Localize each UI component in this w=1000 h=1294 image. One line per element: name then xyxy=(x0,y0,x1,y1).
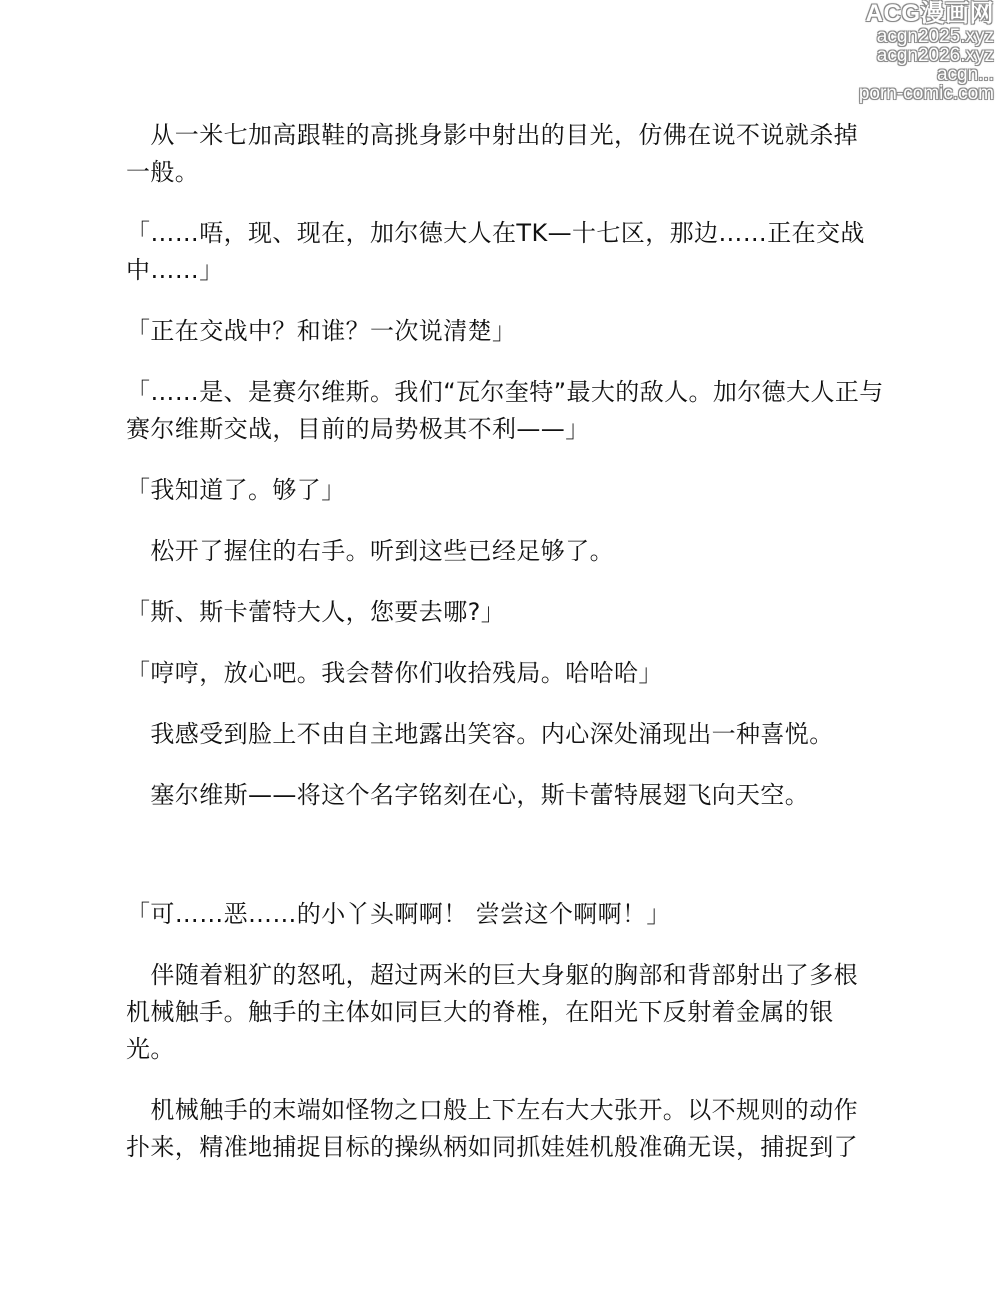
paragraph-smile xyxy=(126,716,886,753)
text-line: 一般。 xyxy=(126,158,200,186)
paragraph-release xyxy=(126,533,886,570)
site-watermark xyxy=(859,2,994,103)
paragraph-enough xyxy=(126,472,886,509)
novel-text xyxy=(126,117,886,1166)
paragraph-tentacles xyxy=(126,957,886,1068)
text-line: 中……」 xyxy=(126,256,224,284)
text-line: 「正在交战中？和谁？一次说清楚」 xyxy=(126,317,517,345)
paragraph-enemy xyxy=(126,374,886,448)
paragraph-laugh xyxy=(126,655,886,692)
watermark-domain-2: acgn2026.xyz xyxy=(876,45,994,66)
text-line: 「可……恶……的小丫头啊啊！ 尝尝这个啊啊！」 xyxy=(126,900,671,928)
paragraph-question xyxy=(126,313,886,350)
text-line: 机械触手的末端如怪物之口般上下左右大大张开。以不规则的动作 xyxy=(126,1096,858,1124)
text-line: 伴随着粗犷的怒吼，超过两米的巨大身躯的胸部和背部射出了多根 xyxy=(126,961,858,989)
text-line: 扑来，精准地捕捉目标的操纵柄如同抓娃娃机般准确无误，捕捉到了 xyxy=(126,1133,858,1161)
paragraph-capture xyxy=(126,1092,886,1166)
paragraph-roar xyxy=(126,896,886,933)
watermark-domain-4: porn-comic.com xyxy=(858,83,994,104)
text-line: 「……是、是赛尔维斯。我们“瓦尔奎特”最大的敌人。加尔德大人正与 xyxy=(126,378,884,406)
paragraph-fly xyxy=(126,777,886,814)
paragraph-where xyxy=(126,594,886,631)
text-line: 塞尔维斯——将这个名字铭刻在心，斯卡蕾特展翅飞向天空。 xyxy=(126,781,810,809)
text-line: 「……唔，现、现在，加尔德大人在TK—十七区，那边……正在交战 xyxy=(126,219,865,247)
text-line: 我感受到脸上不由自主地露出笑容。内心深处涌现出一种喜悦。 xyxy=(126,720,834,748)
text-line: 松开了握住的右手。听到这些已经足够了。 xyxy=(126,537,614,565)
text-line: 「哼哼，放心吧。我会替你们收拾残局。哈哈哈」 xyxy=(126,659,663,687)
watermark-domain-1: acgn2025.xyz xyxy=(876,26,994,47)
text-line: 光。 xyxy=(126,1035,175,1063)
text-line: 「斯、斯卡蕾特大人，您要去哪?」 xyxy=(126,598,506,626)
watermark-domain-3: acgn... xyxy=(936,64,994,85)
text-line: 机械触手。触手的主体如同巨大的脊椎，在阳光下反射着金属的银 xyxy=(126,998,834,1026)
paragraph-report xyxy=(126,215,886,289)
text-line: 「我知道了。够了」 xyxy=(126,476,346,504)
text-line: 从一米七加高跟鞋的高挑身影中射出的目光，仿佛在说不说就杀掉 xyxy=(126,121,858,149)
watermark-title: ACG漫画网 xyxy=(865,0,994,27)
paragraph-gaze xyxy=(126,117,886,191)
text-line: 赛尔维斯交战，目前的局势极其不利——」 xyxy=(126,415,590,443)
